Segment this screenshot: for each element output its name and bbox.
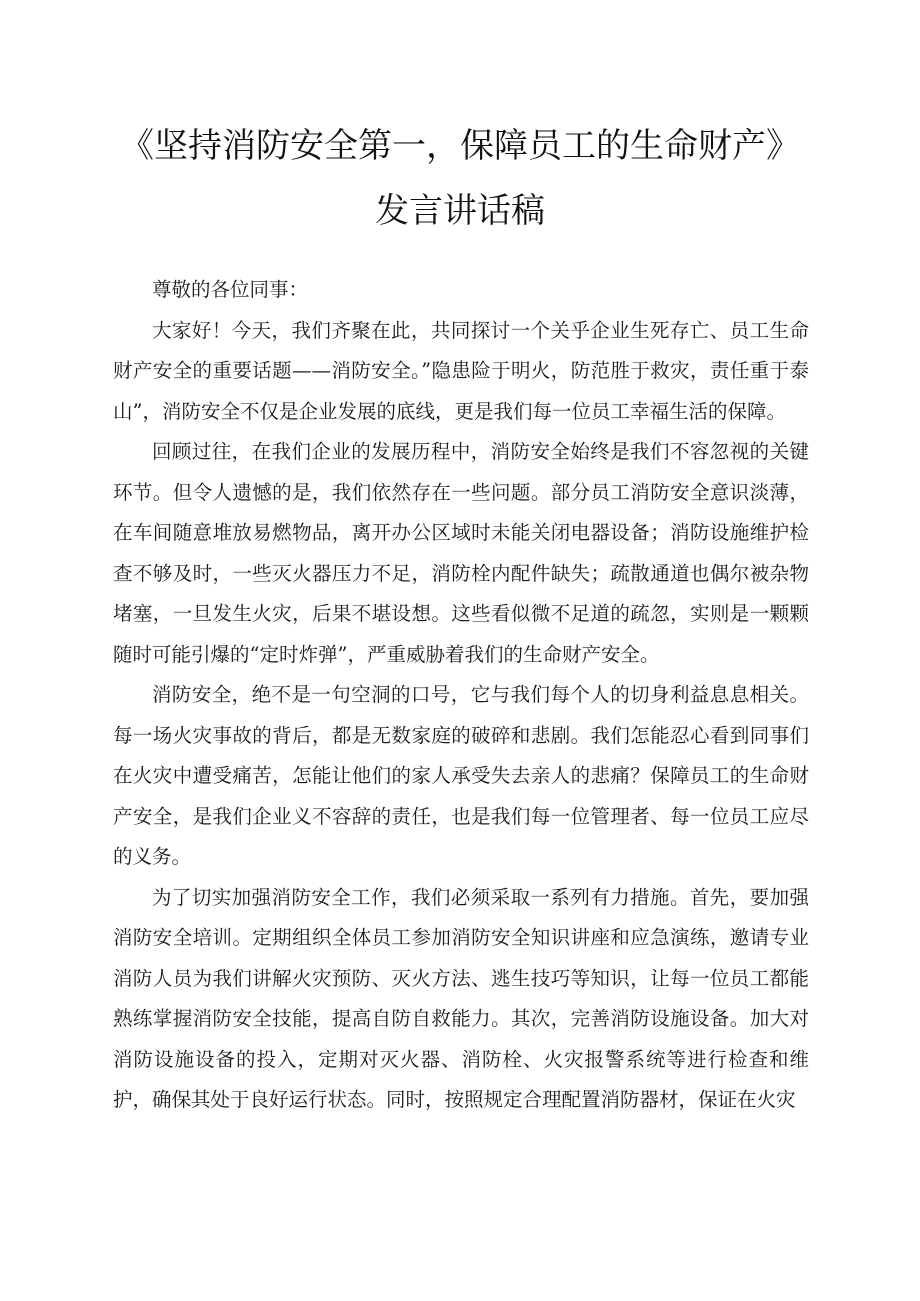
paragraph-review: 回顾过往，在我们企业的发展历程中，消防安全始终是我们不容忽视的关键环节。但令人遗憾的是，我们依然存在一些问题。部分员工消防安全意识淡薄，在车间随意堆放易燃物品，离开办公区域时未能关闭电器设备；消防设施维护检查不够及时，一些灭火器压力不足，消防栓内配件缺失；疏散通道也偶尔被杂物堵塞，一旦发生火灾，后果不堪设想。这些看似微不足道的疏忽，实则是一颗颗随时可能引爆的“定时炸弹”，严重威胁着我们的生命财产安全。 xyxy=(113,440,809,666)
paragraph-greeting: 大家好！今天，我们齐聚在此，共同探讨一个关乎企业生死存亡、员工生命财产安全的重要话题——消防安全。”隐患险于明火，防范胜于救灾，责任重于泰山”，消防安全不仅是企业发展的底线，更是我们每一位员工幸福生活的保障。 xyxy=(113,318,809,423)
paragraph-importance: 消防安全，绝不是一句空洞的口号，它与我们每个人的切身利益息息相关。每一场火灾事故的背后，都是无数家庭的破碎和悲剧。我们怎能忍心看到同事们在火灾中遭受痛苦，怎能让他们的家人承受失去亲人的悲痛？保障员工的生命财产安全，是我们企业义不容辞的责任，也是我们每一位管理者、每一位员工应尽的义务。 xyxy=(113,683,809,868)
document-title-line-2: 发言讲话稿 xyxy=(375,191,545,231)
document-title-line-1: 《坚持消防安全第一，保障员工的生命财产》 xyxy=(120,126,800,166)
salutation: 尊敬的各位同事： xyxy=(152,278,309,301)
document-body xyxy=(113,270,809,1121)
paragraph-measures: 为了切实加强消防安全工作，我们必须采取一系列有力措施。首先，要加强消防安全培训。定期组织全体员工参加消防安全知识讲座和应急演练，邀请专业消防人员为我们讲解火灾预防、灭火方法、逃生技巧等知识，让每一位员工都能熟练掌握消防安全技能，提高自防自救能力。其次，完善消防设施设备。加大对消防设施设备的投入，定期对灭火器、消防栓、火灾报警系统等进行检查和维护，确保其处于良好运行状态。同时，按照规定合理配置消防器材，保证在火灾 xyxy=(113,885,809,1111)
